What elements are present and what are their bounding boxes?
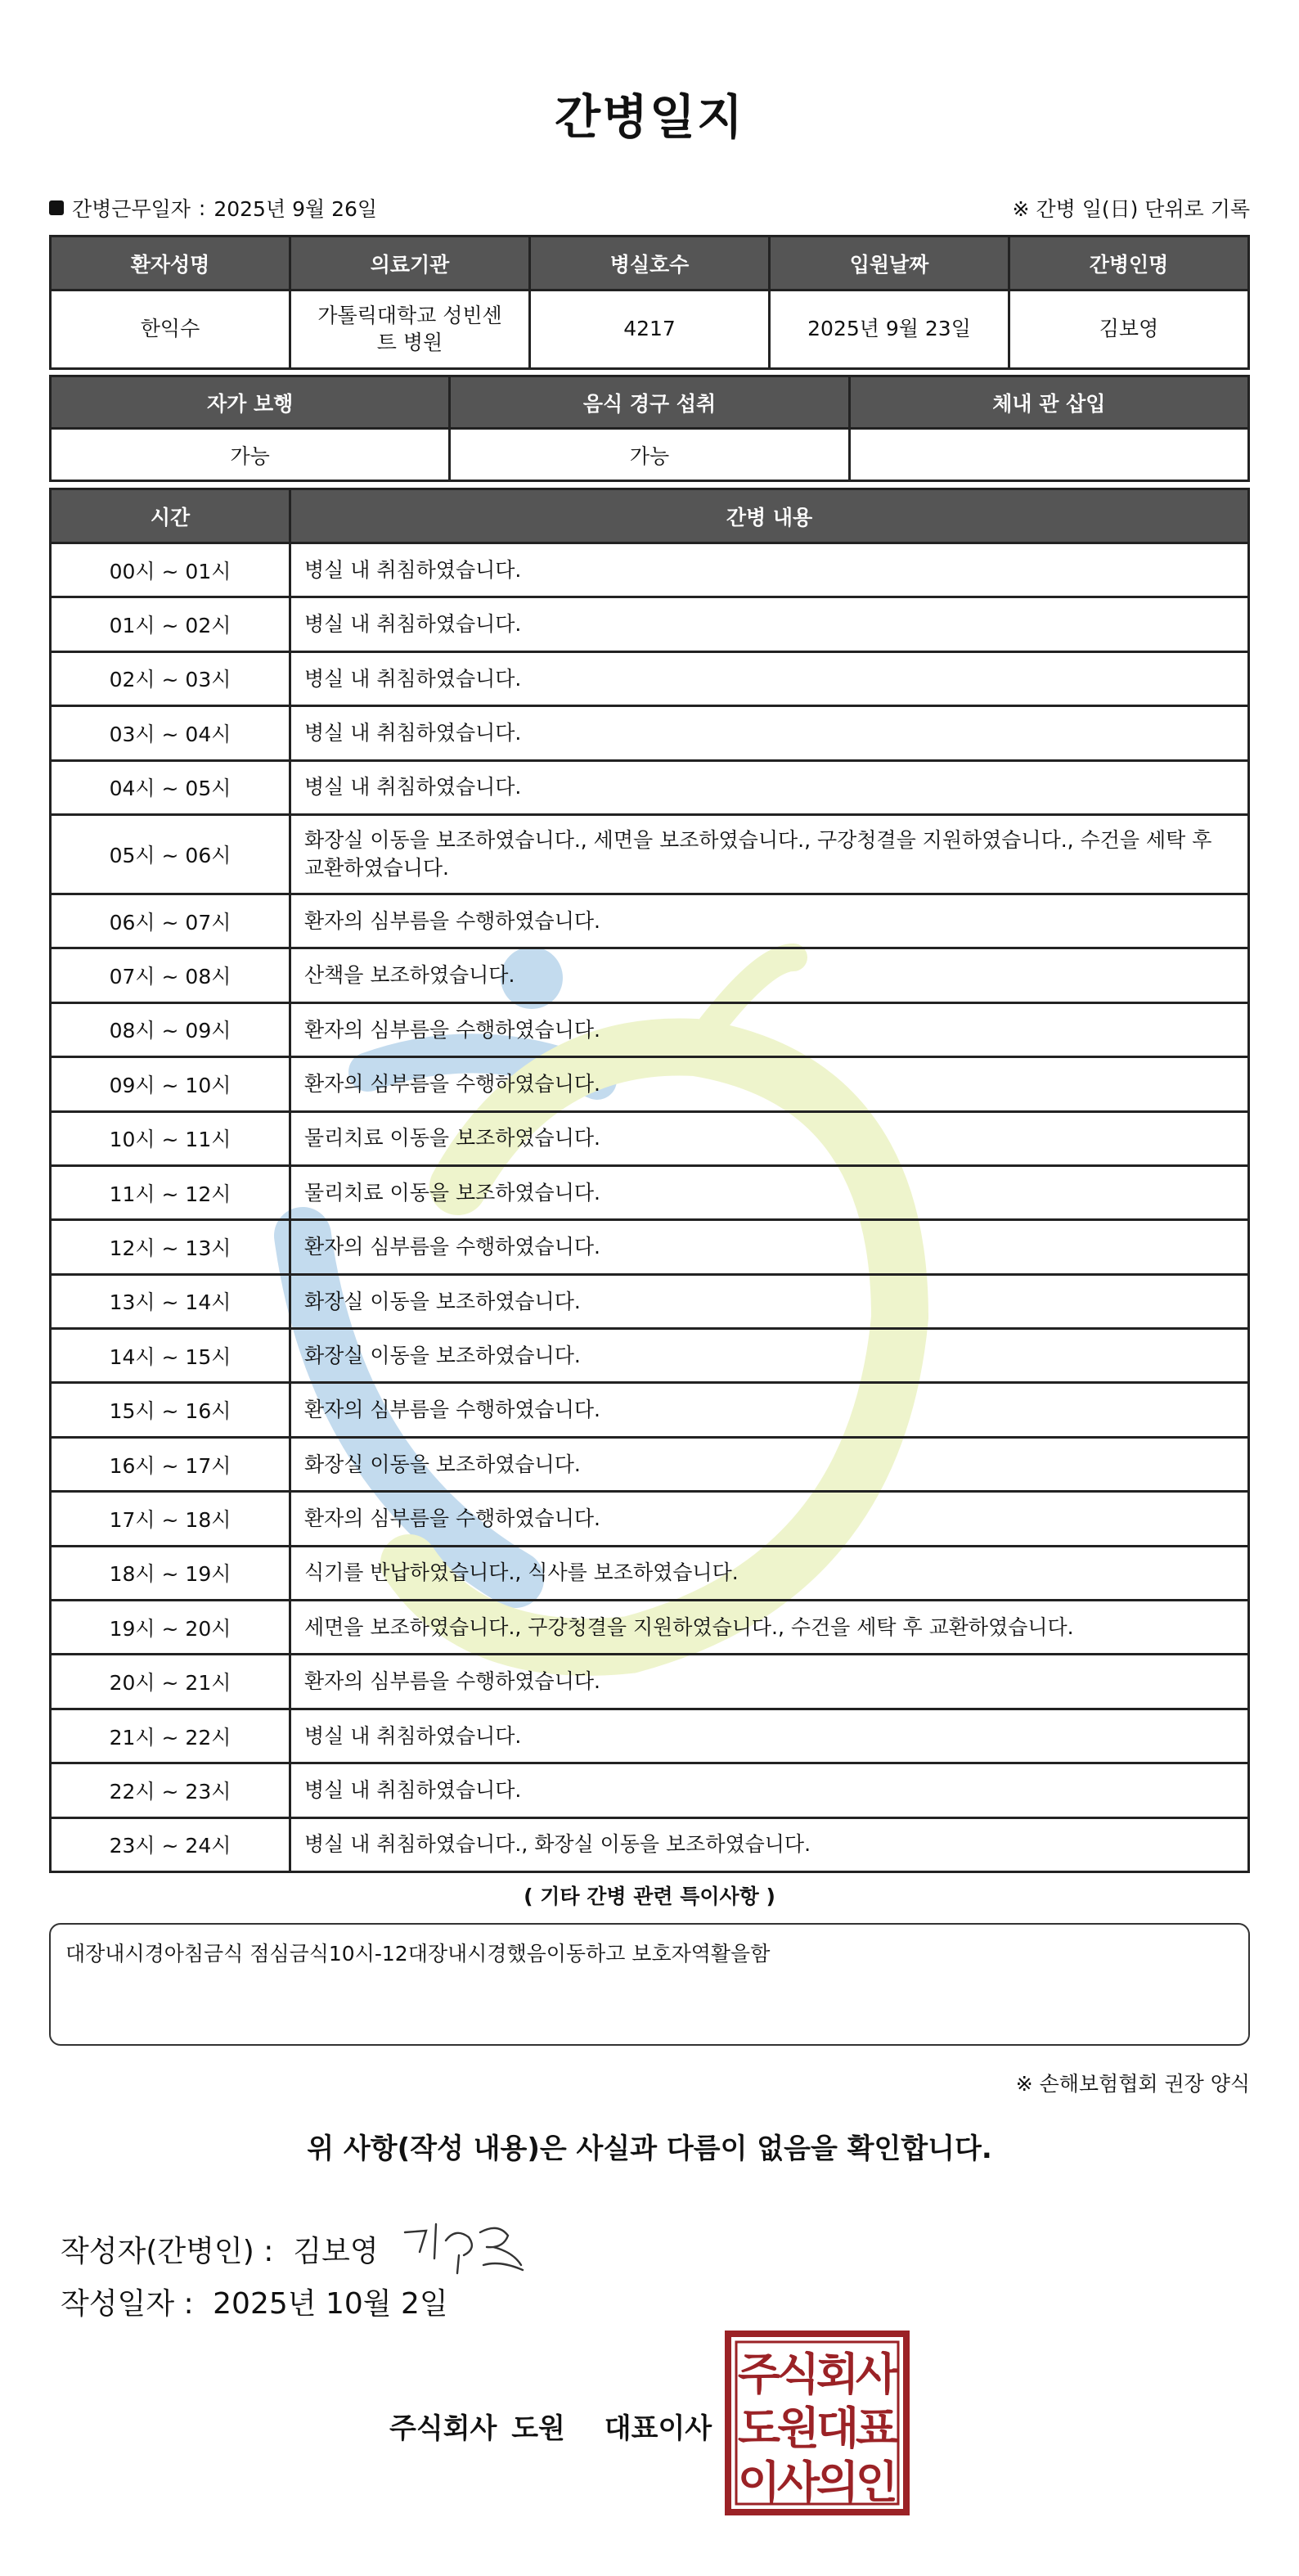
care-log-content: 환자의 심부름을 수행하였습니다. [290,1383,1249,1437]
care-log-time: 23시 ~ 24시 [51,1817,290,1871]
seal-character: 주 [737,2349,781,2400]
writer-name: 김보영 [293,2234,379,2268]
care-log-time: 09시 ~ 10시 [51,1057,290,1111]
company-line [389,2406,712,2446]
special-notes-title: ( 기타 간병 관련 특이사항 ) [524,1885,775,1908]
care-log-content: 병실 내 취침하였습니다., 화장실 이동을 보조하였습니다. [290,1817,1249,1871]
care-log-content: 물리치료 이동을 보조하였습니다. [290,1111,1249,1165]
seal-character: 회 [816,2349,860,2400]
care-log-time: 12시 ~ 13시 [51,1220,290,1274]
care-log-content: 환자의 심부름을 수행하였습니다. [290,1002,1249,1056]
writer-label: 작성자(간병인) : [61,2234,274,2268]
patient-name: 한익수 [51,290,290,369]
patient-condition-table [49,375,1250,482]
seal-character: 사 [855,2349,899,2400]
seal-character: 식 [776,2349,820,2400]
confirmation-statement: 위 사항(작성 내용)은 사실과 다름이 없음을 확인합니다. [307,2132,992,2165]
care-log-row [51,1383,1249,1437]
care-log-row [51,948,1249,1002]
seal-character: 도 [737,2403,781,2454]
care-log-row [51,894,1249,948]
company-name: 주식회사 도원 [389,2412,565,2445]
care-log-content: 물리치료 이동을 보조하였습니다. [290,1165,1249,1219]
care-log-time: 02시 ~ 03시 [51,651,290,705]
seal-character: 원 [776,2403,820,2454]
care-log-content: 병실 내 취침하였습니다. [290,1709,1249,1763]
care-log-row [51,1329,1249,1383]
care-log-content: 병실 내 취침하였습니다. [290,597,1249,651]
insurance-note: ※ 손해보험협회 권장 양식 [1015,2072,1250,2096]
care-log-time: 05시 ~ 06시 [51,814,290,894]
company-seal-stamp [725,2331,910,2515]
seal-character: 의 [816,2457,860,2508]
patient-info-value-row [51,290,1249,369]
seal-character: 인 [855,2457,899,2508]
special-notes-box [49,1923,1250,2046]
care-log-row [51,1601,1249,1655]
seal-character: 표 [855,2403,899,2454]
care-log-row [51,1111,1249,1165]
document-title: 간병일지 [554,89,745,145]
written-date-label: 작성일자 : [61,2287,194,2321]
care-log-time: 03시 ~ 04시 [51,706,290,760]
tube-insertion-value [849,429,1248,481]
care-log-row [51,651,1249,705]
care-log-content: 화장실 이동을 보조하였습니다. [290,1437,1249,1491]
care-log-content: 환자의 심부름을 수행하였습니다. [290,1057,1249,1111]
care-log-content: 병실 내 취침하였습니다. [290,651,1249,705]
care-log-content: 화장실 이동을 보조하였습니다. [290,1274,1249,1328]
special-notes-text: 대장내시경아침금식 점심금식10시-12대장내시경했음이동하고 보호자역활을함 [65,1942,771,1966]
care-log-row [51,814,1249,894]
care-log-row [51,1002,1249,1056]
care-log-content: 환자의 심부름을 수행하였습니다. [290,1492,1249,1546]
caregiver-name: 김보영 [1009,290,1249,369]
care-log-time: 16시 ~ 17시 [51,1437,290,1491]
seal-character: 이 [737,2457,781,2508]
written-date-value: 2025년 10월 2일 [213,2287,448,2321]
care-log-time: 10시 ~ 11시 [51,1111,290,1165]
seal-character: 대 [816,2403,860,2454]
work-date-label: 간병근무일자 [72,197,191,221]
care-log-body [51,543,1249,1872]
care-log-content: 화장실 이동을 보조하였습니다. [290,1329,1249,1383]
care-log-content: 세면을 보조하였습니다., 구강청결을 지원하였습니다., 수건을 세탁 후 교환하였습니다. [290,1601,1249,1655]
condition-value-row [51,429,1249,481]
work-date-value: 2025년 9월 26일 [214,197,378,221]
care-log-table [49,488,1250,1873]
care-log-row [51,1165,1249,1219]
care-log-content: 환자의 심부름을 수행하였습니다. [290,1220,1249,1274]
header-admission-date: 입원날짜 [770,236,1009,290]
care-log-header-row [51,489,1249,543]
care-log-content: 병실 내 취침하였습니다. [290,1763,1249,1817]
care-log-row [51,1655,1249,1709]
care-log-time: 08시 ~ 09시 [51,1002,290,1056]
care-log-time: 00시 ~ 01시 [51,543,290,597]
care-log-time: 06시 ~ 07시 [51,894,290,948]
care-log-row [51,1492,1249,1546]
walking-value: 가능 [51,429,450,481]
care-log-row [51,543,1249,597]
written-date-line [61,2281,448,2322]
care-log-row [51,1274,1249,1328]
care-log-row [51,1546,1249,1600]
header-hospital: 의료기관 [290,236,530,290]
patient-info-table [49,235,1250,370]
oral-intake-value: 가능 [450,429,849,481]
care-log-row [51,1763,1249,1817]
care-log-content: 식기를 반납하였습니다., 식사를 보조하였습니다. [290,1546,1249,1600]
care-log-content: 병실 내 취침하였습니다. [290,543,1249,597]
header-walking: 자가 보행 [51,376,450,429]
care-log-row [51,1437,1249,1491]
care-log-row [51,706,1249,760]
care-log-content: 환자의 심부름을 수행하였습니다. [290,894,1249,948]
header-caregiver: 간병인명 [1009,236,1249,290]
header-room: 병실호수 [530,236,770,290]
care-log-time: 04시 ~ 05시 [51,760,290,814]
condition-header-row [51,376,1249,429]
care-log-time: 18시 ~ 19시 [51,1546,290,1600]
care-log-row [51,1057,1249,1111]
admission-date: 2025년 9월 23일 [770,290,1009,369]
care-log-time: 15시 ~ 16시 [51,1383,290,1437]
care-log-time: 01시 ~ 02시 [51,597,290,651]
care-log-content: 환자의 심부름을 수행하였습니다. [290,1655,1249,1709]
care-log-content: 병실 내 취침하였습니다. [290,706,1249,760]
seal-character: 사 [776,2457,820,2508]
care-log-content: 산책을 보조하였습니다. [290,948,1249,1002]
care-log-time: 19시 ~ 20시 [51,1601,290,1655]
header-patient-name: 환자성명 [51,236,290,290]
room-number: 4217 [530,290,770,369]
care-log-time: 17시 ~ 18시 [51,1492,290,1546]
header-tube-insertion: 체내 관 삽입 [849,376,1248,429]
care-log-row [51,760,1249,814]
care-log-time: 21시 ~ 22시 [51,1709,290,1763]
care-log-row [51,597,1249,651]
work-date [49,193,377,223]
hospital-name: 가톨릭대학교 성빈센트 병원 [290,290,530,369]
writer-line [61,2216,537,2281]
care-log-time: 14시 ~ 15시 [51,1329,290,1383]
care-log-content: 화장실 이동을 보조하였습니다., 세면을 보조하였습니다., 구강청결을 지원하였습니다., 수건을 세탁 후 교환하였습니다. [290,814,1249,894]
square-bullet-icon [49,200,64,215]
handwritten-signature [398,2216,537,2281]
care-log-time: 11시 ~ 12시 [51,1165,290,1219]
care-log-content: 병실 내 취침하였습니다. [290,760,1249,814]
work-date-separator: : [198,196,206,220]
care-log-row [51,1817,1249,1871]
header-time: 시간 [51,489,290,543]
care-log-time: 20시 ~ 21시 [51,1655,290,1709]
header-oral-intake: 음식 경구 섭취 [450,376,849,429]
care-log-row [51,1220,1249,1274]
unit-note: ※ 간병 일(日) 단위로 기록 [1012,197,1250,221]
care-log-time: 13시 ~ 14시 [51,1274,290,1328]
company-role: 대표이사 [604,2412,712,2445]
patient-info-header-row [51,236,1249,290]
care-log-time: 22시 ~ 23시 [51,1763,290,1817]
header-care-content: 간병 내용 [290,489,1249,543]
care-log-time: 07시 ~ 08시 [51,948,290,1002]
care-log-row [51,1709,1249,1763]
